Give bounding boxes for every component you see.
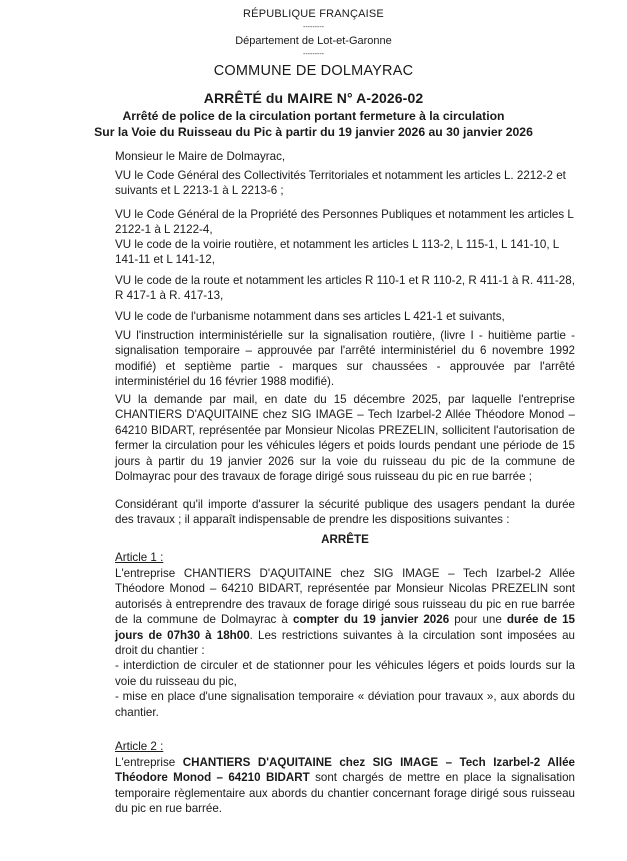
decree-subtitle	[0, 109, 627, 140]
article-1-duration: durée de 15 jours de 07h30 à 18h00	[115, 613, 576, 642]
article-2-text: L'entreprise	[115, 756, 183, 769]
article-1-title: Article 1 :	[115, 551, 164, 564]
vu-demande: VU la demande par mail, en date du 15 décembre 2025, par laquelle l'entreprise CHANTIERS D'AQUITAINE chez SIG IMAGE – Tech Izarbel-2 Allée Théodore Monod – 64210 BIDART, représentée par Monsieur Nicolas PREZELIN, sollicitent l'autorisation de fermer la circulation pour les véhicules légers et poids lourds pendant une période de 15 jours à partir du 19 janvier 2026 sur la voie du ruisseau du pic de la commune de Dolmayrac pour des travaux de forage dirigé sous ruisseau du pic en rue barrée ;	[115, 393, 575, 484]
article-2-text: sont chargés de mettre en place la signalisation temporaire règlementaire aux abords du chantier concernant forage dirigé sous ruisseau du pic en rue barrée.	[115, 771, 576, 816]
considerant: Considérant qu'il importe d'assurer la sécurité publique des usagers pendant la durée des travaux ; il apparaît indispensable de prendre les dispositions suivantes :	[115, 498, 575, 527]
vu-urbanisme: VU le code de l'urbanisme notamment dans ses articles L 421-1 et suivants,	[115, 310, 505, 323]
article-2-title: Article 2 :	[115, 740, 164, 753]
subtitle-line: Sur la Voie du Ruisseau du Pic à partir du 19 janvier 2026 au 30 janvier 2026	[94, 124, 533, 139]
republic-heading: RÉPUBLIQUE FRANÇAISE	[243, 8, 384, 20]
vu-cgppp: VU le Code Général de la Propriété des Personnes Publiques et notamment les articles L 2122-1 à L 2122-4,	[115, 208, 574, 237]
article-1-start-date: compter du 19 janvier 2026	[292, 613, 450, 627]
decision-heading: ARRÊTE	[321, 533, 369, 546]
decree-title: ARRÊTÉ du MAIRE N° A-2026-02	[203, 90, 424, 106]
mayor-line: Monsieur le Maire de Dolmayrac,	[115, 150, 286, 163]
article-1-item: - interdiction de circuler et de stationner pour les véhicules légers et poids lourds sur la voie du ruisseau du pic,	[115, 659, 575, 688]
vu-route: VU le code de la route et notamment les articles R 110-1 et R 110-2, R 411-1 à R. 411-28, R 417-1 à R. 417-13,	[115, 274, 575, 303]
vu-instruction: VU l'instruction interministérielle sur la signalisation routière, (livre I - huitième partie - signalisation temporaire – approuvée par l'arrêté interministériel du 6 novembre 1992 modifié) et septième partie - marques sur chaussées - approuvée par l'arrêté interministériel du 16 février 1988 modifié).	[115, 329, 575, 389]
article-1-body	[115, 566, 575, 720]
article-1-text: . Les restrictions suivantes à la circulation sont imposées au droit du chantier :	[115, 628, 575, 658]
article-1-text: L'entreprise CHANTIERS D'AQUITAINE chez SIG IMAGE – Tech Izarbel-2 Allée Théodore Monod – 64210 BIDART, représentée par Monsieur Nicolas PREZELIN sont autorisés à entreprendre des travaux de forage dirigé sous ruisseau du pic en rue barrée de la commune de Dolmayrac à	[115, 567, 575, 627]
header-separator: ---------	[303, 51, 324, 58]
vu-cgct: VU le Code Général des Collectivités Territoriales et notamment les articles L. 2212-2 et suivants et L 2213-1 à L 2213-6 ;	[115, 169, 566, 198]
article-2-company: CHANTIERS D'AQUITAINE chez SIG IMAGE – Tech Izarbel-2 Allée Théodore Monod – 64210 BIDART	[115, 756, 576, 785]
article-1-item: - mise en place d'une signalisation temporaire « déviation pour travaux », aux abords du chantier.	[115, 690, 575, 719]
vu-voirie: VU le code de la voirie routière, et notamment les articles L 113-2, L 115-1, L 141-10, L 141-11 et L 141-12,	[115, 238, 559, 267]
department-name: Département de Lot-et-Garonne	[235, 35, 392, 47]
article-2-body	[115, 755, 575, 817]
article-1-text: pour une	[449, 613, 507, 627]
commune-name: COMMUNE DE DOLMAYRAC	[213, 63, 414, 79]
header-separator: ---------	[303, 24, 324, 31]
subtitle-line: Arrêté de police de la circulation portant fermeture à la circulation	[122, 109, 505, 123]
article-1-paragraph	[115, 566, 575, 658]
